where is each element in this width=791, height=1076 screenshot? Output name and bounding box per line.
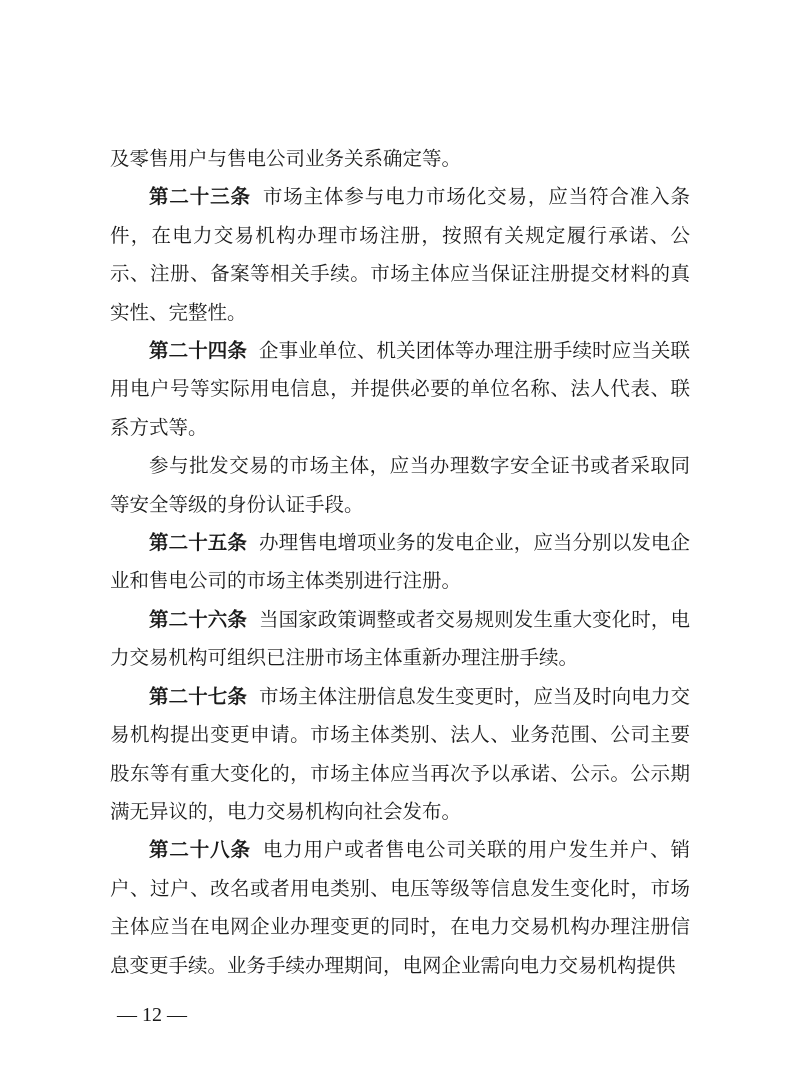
article-number: 第二十四条 bbox=[149, 339, 247, 363]
page-number: — 12 — bbox=[117, 1004, 187, 1026]
article-28-paragraph bbox=[110, 831, 690, 985]
article-number: 第二十六条 bbox=[149, 607, 247, 631]
article-number: 第二十七条 bbox=[149, 684, 247, 708]
paragraph-text: 及零售用户与售电公司业务关系确定等。 bbox=[110, 147, 462, 170]
article-24-subparagraph bbox=[110, 447, 690, 524]
paragraph-text: 办理售电增项业务的发电企业，应当分别以发电企业和售电公司的市场主体类别进行注册。 bbox=[110, 531, 690, 593]
article-number: 第二十三条 bbox=[149, 185, 251, 209]
paragraph-text: 电力用户或者售电公司关联的用户发生并户、销户、过户、改名或者用电类别、电压等级等信息发生变化时，市场主体应当在电网企业办理变更的同时，在电力交易机构办理注册信息变更手续。业务手续办理期间，电网企业需向电力交易机构提供 bbox=[110, 838, 690, 977]
article-26-paragraph bbox=[110, 601, 690, 678]
article-23-paragraph bbox=[110, 178, 690, 332]
paragraph-text: 当国家政策调整或者交易规则发生重大变化时，电力交易机构可组织已注册市场主体重新办理注册手续。 bbox=[110, 607, 690, 670]
article-number: 第二十八条 bbox=[149, 838, 251, 862]
paragraph-continuation bbox=[110, 140, 690, 178]
document-body bbox=[110, 140, 690, 985]
paragraph-text: 市场主体参与电力市场化交易，应当符合准入条件，在电力交易机构办理市场注册，按照有关规定履行承诺、公示、注册、备案等相关手续。市场主体应当保证注册提交材料的真实性、完整性。 bbox=[110, 185, 690, 324]
article-25-paragraph bbox=[110, 524, 690, 601]
article-27-paragraph bbox=[110, 678, 690, 832]
paragraph-text: 企事业单位、机关团体等办理注册手续时应当关联用电户号等实际用电信息，并提供必要的单位名称、法人代表、联系方式等。 bbox=[110, 339, 690, 439]
paragraph-text: 市场主体注册信息发生变更时，应当及时向电力交易机构提出变更申请。市场主体类别、法人、业务范围、公司主要股东等有重大变化的，市场主体应当再次予以承诺、公示。公示期满无异议的，电力交易机构向社会发布。 bbox=[110, 684, 690, 823]
paragraph-text: 参与批发交易的市场主体，应当办理数字安全证书或者采取同等安全等级的身份认证手段。 bbox=[110, 454, 690, 516]
article-24-paragraph bbox=[110, 332, 690, 447]
article-number: 第二十五条 bbox=[149, 531, 247, 555]
